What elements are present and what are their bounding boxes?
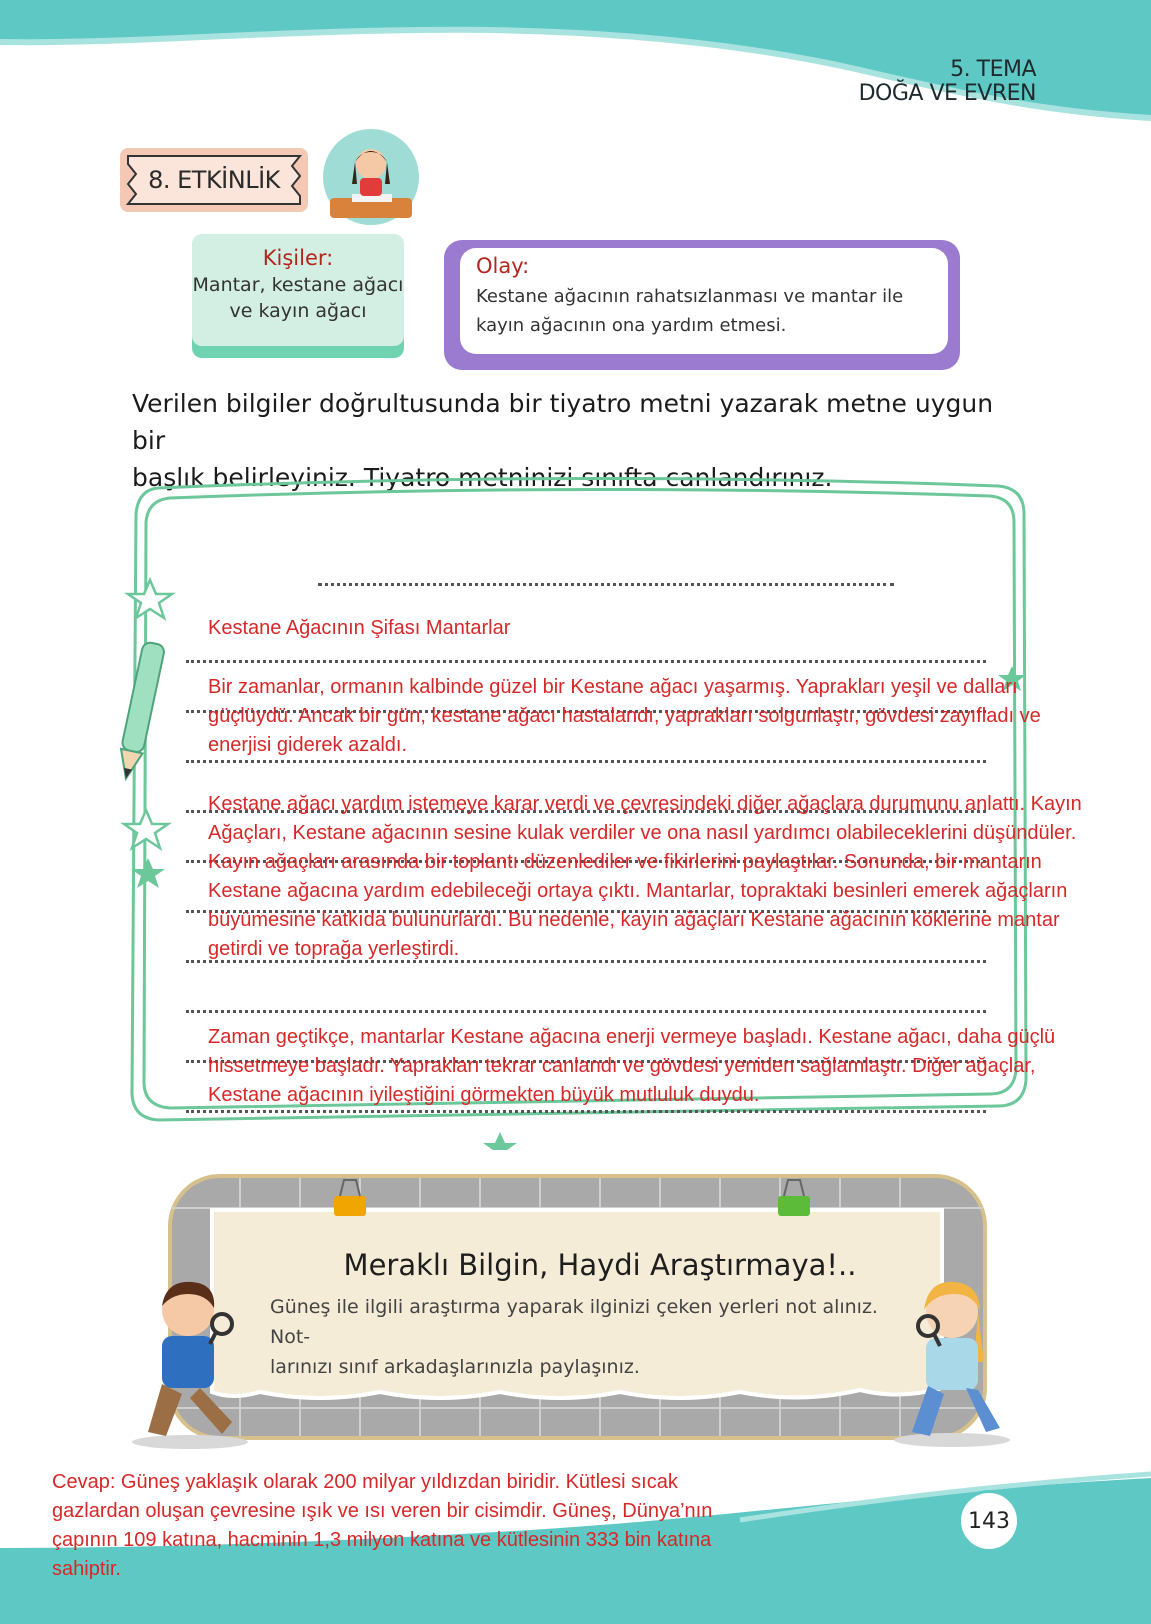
pencil-icon [118, 641, 165, 781]
star-icon [131, 858, 165, 888]
story-paragraph: Bir zamanlar, ormanın kalbinde güzel bir Kestane ağacı yaşarmış. Yaprakları yeşil ve dalları güçlüydü. Ancak bir gün, kestane ağacı hastalandı, yaprakları solgunlaştı, gövdesi zayıfladı ve enerjisi giderek azaldı. [208, 676, 1041, 756]
dotted-line [186, 660, 986, 663]
research-text: Güneş ile ilgili araştırma yaparak ilginizi çeken yerleri not alınız. Not- larınızı sınıf arkadaşlarınızla paylaşınız. [270, 1296, 878, 1378]
star-icon [483, 1132, 517, 1150]
theme-number: 5. TEMA [950, 57, 1036, 82]
characters-title: Kişiler: [262, 246, 334, 270]
instruction-text: Verilen bilgiler doğrultusunda bir tiyatro metni yazarak metne uygun bir başlık belirleyiniz. Tiyatro metninizi sınıfta canlandırınız. [132, 389, 994, 492]
story-paragraph: Kestane ağacı yardım istemeye karar verdi ve çevresindeki diğer ağaçlara durumunu anlattı. Kayın Ağaçları, Kestane ağacının sesine kulak verdiler ve ona nasıl yardımcı olabileceklerini düşündüler. Kayın ağaçları arasında bir toplantı düzenlediler ve fikirlerini paylaştılar. Sonunda, bir mantarın Kestane ağacına yardım edebileceği ortaya çıktı. Mantarlar, topraktaki besinleri emerek ağaçların büyümesine katkıda bulunurlardı. Bu nedenle, kayın ağaçları Kestane ağacının köklerine mantar getirdi ve toprağa yerleştirdi. [208, 793, 1082, 960]
event-text: Kestane ağacının rahatsızlanması ve mantar ile kayın ağacının ona yardım etmesi. [476, 286, 904, 336]
theme-header [859, 58, 1036, 106]
activity-label: 8. ETKİNLİK [148, 166, 280, 194]
boy-magnifier-icon [122, 1272, 252, 1450]
dotted-line [186, 1010, 986, 1013]
characters-text: Mantar, kestane ağacı ve kayın ağacı [192, 274, 404, 322]
characters-box [192, 234, 404, 360]
research-title: Meraklı Bilgin, Haydi Araştırmaya!.. [343, 1248, 857, 1282]
girl-magnifier-icon [882, 1272, 1022, 1450]
theme-name: DOĞA VE EVREN [858, 81, 1036, 106]
page-number: 143 [958, 1490, 1020, 1552]
event-box [444, 240, 960, 370]
girl-writing-icon [322, 128, 420, 226]
dotted-line [186, 760, 986, 763]
event-title: Olay: [476, 254, 530, 278]
story-paragraph: Zaman geçtikçe, mantarlar Kestane ağacına enerji vermeye başladı. Kestane ağacı, daha güçlü hissetmeye başladı. Yaprakları tekrar canlandı ve gövdesi yeniden sağlamlaştı. Diğer ağaçlar, Kestane ağacının iyileştiğini görmekten büyük mutluluk duydu. [208, 1026, 1056, 1106]
dotted-line [186, 1110, 986, 1113]
answer-note: Cevap: Güneş yaklaşık olarak 200 milyar yıldızdan biridir. Kütlesi sıcak gazlardan oluşan çevresine ışık ve ısı veren bir cisimdir. Güneş, Dünya’nın çapının 109 katına, hacminin 1,3 milyon katına ve kütlesinin 333 bin katına sahiptir. [52, 1471, 713, 1580]
activity-badge [120, 148, 308, 212]
title-dotted-line [318, 583, 894, 586]
story-title: Kestane Ağacının Şifası Mantarlar [208, 617, 511, 639]
